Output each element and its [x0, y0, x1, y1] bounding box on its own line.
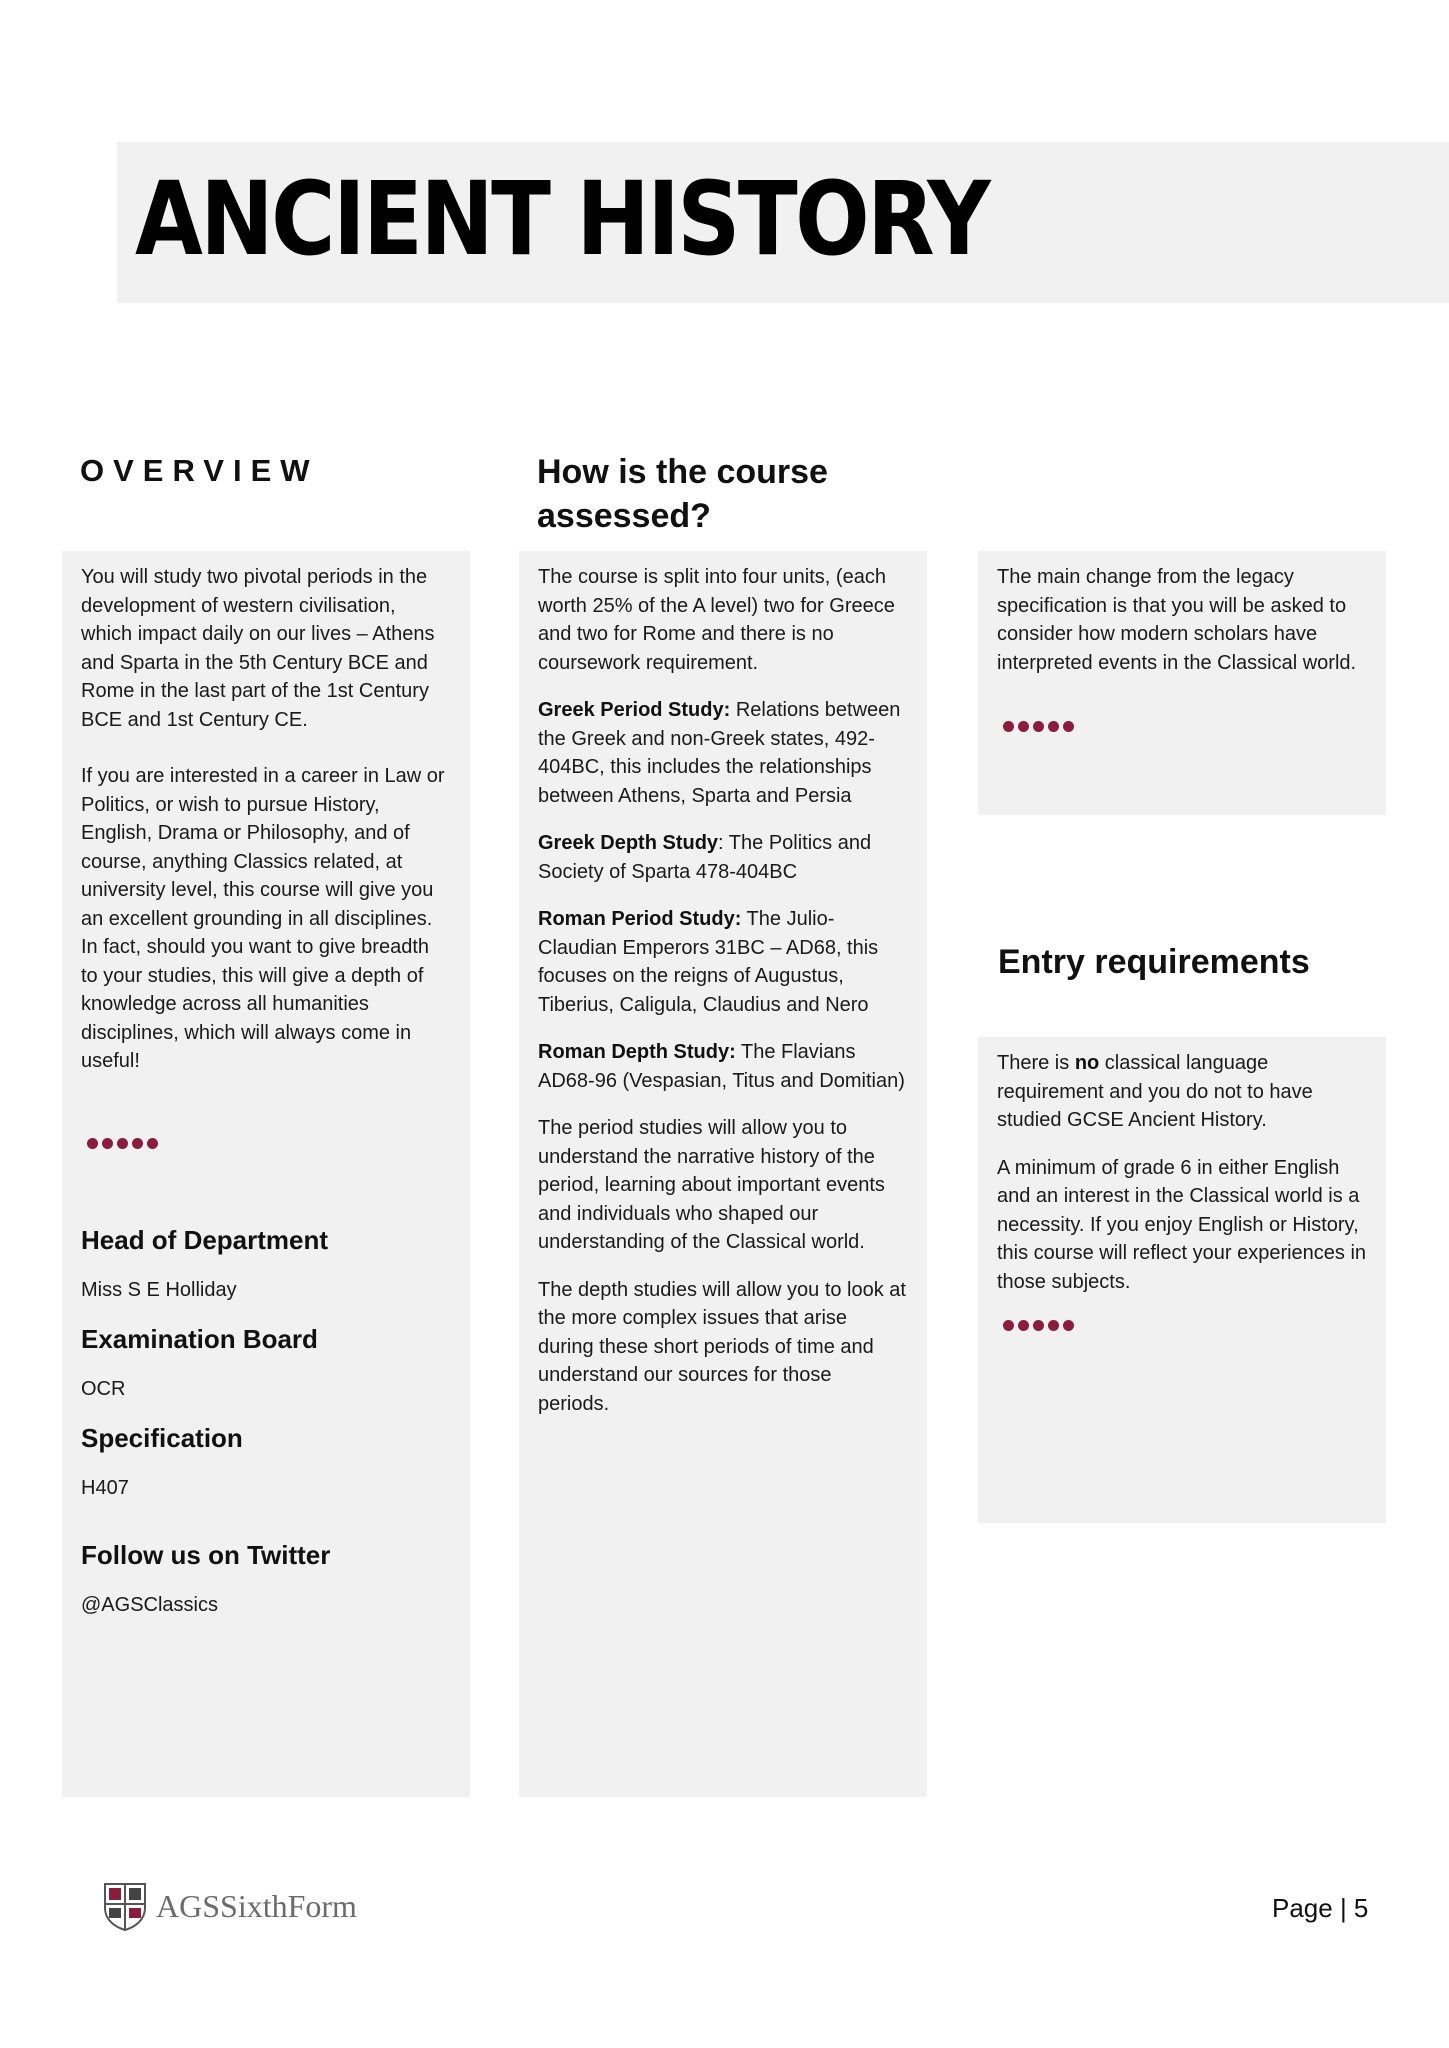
unit-label: Roman Depth Study: — [538, 1041, 736, 1063]
unit-label: Greek Period Study: — [538, 699, 731, 721]
entry-requirements-panel — [978, 1037, 1386, 1523]
entry-text: classical language requirement and you do not to have studied GCSE Ancient History. — [997, 1052, 1313, 1131]
dot-icon — [1018, 1320, 1029, 1331]
entry-heading: Entry requirements — [998, 943, 1310, 981]
dot-icon — [1063, 721, 1074, 732]
overview-paragraph-2: If you are interested in a career in Law or Politics, or wish to pursue History, English, Drama or Philosophy, and of course, anything Classics related, at university level, this course will give you an excellent grounding in all disciplines. In fact, should you want to give breadth to your studies, this will give a depth of knowledge across all humanities disciplines, which will always come in useful! — [81, 765, 445, 1072]
unit-greek-depth — [538, 829, 908, 886]
decorative-dots — [1003, 1320, 1367, 1331]
entry-requirement-grade: A minimum of grade 6 in either English and an interest in the Classical world is a necessity. If you enjoy English or History, this course will reflect your experiences in those subjects. — [997, 1156, 1367, 1293]
specification-label: Specification — [81, 1422, 243, 1453]
assessment-panel — [519, 551, 927, 1797]
dot-icon — [1003, 721, 1014, 732]
unit-text: : The Politics and Society of Sparta 478-404BC — [538, 832, 872, 883]
head-of-department-label: Head of Department — [81, 1224, 329, 1255]
school-logo — [100, 1880, 357, 1932]
specification-value: H407 — [81, 1476, 129, 1499]
unit-label: Roman Period Study: — [538, 908, 742, 930]
dot-icon — [1033, 721, 1044, 732]
decorative-dots — [1003, 721, 1367, 732]
entry-text: There is — [997, 1052, 1075, 1074]
page-number: Page | 5 — [1272, 1893, 1369, 1923]
unit-text: The Flavians AD68-96 (Vespasian, Titus and Domitian) — [538, 1041, 905, 1092]
department-info — [81, 1223, 451, 1619]
twitter-handle: @AGSClassics — [81, 1593, 218, 1616]
twitter-label: Follow us on Twitter — [81, 1539, 331, 1570]
assessment-intro: The course is split into four units, (each worth 25% of the A level) two for Greece and two for Rome and there is no coursework requirement. — [538, 566, 895, 674]
specification-change-note: The main change from the legacy specification is that you will be asked to consider how modern scholars have interpreted events in the Classical world. — [997, 566, 1357, 674]
dot-icon — [1048, 1320, 1059, 1331]
specification-change-panel — [978, 551, 1386, 815]
dot-icon — [147, 1138, 158, 1149]
dot-icon — [102, 1138, 113, 1149]
overview-paragraph-1: You will study two pivotal periods in the development of western civilisation, which impact daily on our lives – Athens and Sparta in the 5th Century BCE and Rome in the last part of the 1st Century BCE and 1st Century CE. — [81, 566, 435, 731]
dot-icon — [117, 1138, 128, 1149]
unit-label: Greek Depth Study — [538, 832, 719, 854]
decorative-dots — [87, 1138, 451, 1149]
dot-icon — [1003, 1320, 1014, 1331]
unit-text: Relations between the Greek and non-Greek states, 492-404BC, this includes the relationships between Athens, Sparta and Persia — [538, 699, 901, 807]
overview-heading: OVERVIEW — [80, 453, 319, 488]
logo-text: AGSSixthForm — [156, 1887, 357, 1924]
dot-icon — [1018, 721, 1029, 732]
crest-icon — [100, 1880, 150, 1932]
unit-text: The Julio-Claudian Emperors 31BC – AD68, this focuses on the reigns of Augustus, Tiberius, Caligula, Claudius and Nero — [538, 908, 879, 1016]
dot-icon — [1033, 1320, 1044, 1331]
dot-icon — [87, 1138, 98, 1149]
unit-roman-period — [538, 905, 908, 1019]
examination-board-value: OCR — [81, 1377, 126, 1400]
page-title: ANCIENT HISTORY — [135, 160, 989, 279]
unit-roman-depth — [538, 1038, 908, 1095]
title-banner — [117, 142, 1449, 303]
entry-requirement-language — [997, 1049, 1367, 1135]
dot-icon — [1063, 1320, 1074, 1331]
entry-emphasis: no — [1074, 1052, 1100, 1074]
unit-greek-period — [538, 696, 908, 810]
overview-panel — [62, 551, 470, 1797]
dot-icon — [132, 1138, 143, 1149]
dot-icon — [1048, 721, 1059, 732]
examination-board-label: Examination Board — [81, 1323, 318, 1354]
assessment-heading: How is the course assessed? — [537, 453, 828, 535]
head-of-department-value: Miss S E Holliday — [81, 1278, 237, 1301]
period-studies-note: The period studies will allow you to understand the narrative history of the period, learning about important events and individuals who shaped our understanding of the Classical world. — [538, 1117, 885, 1253]
depth-studies-note: The depth studies will allow you to look at the more complex issues that arise during these short periods of time and understand our sources for those periods. — [538, 1278, 906, 1415]
